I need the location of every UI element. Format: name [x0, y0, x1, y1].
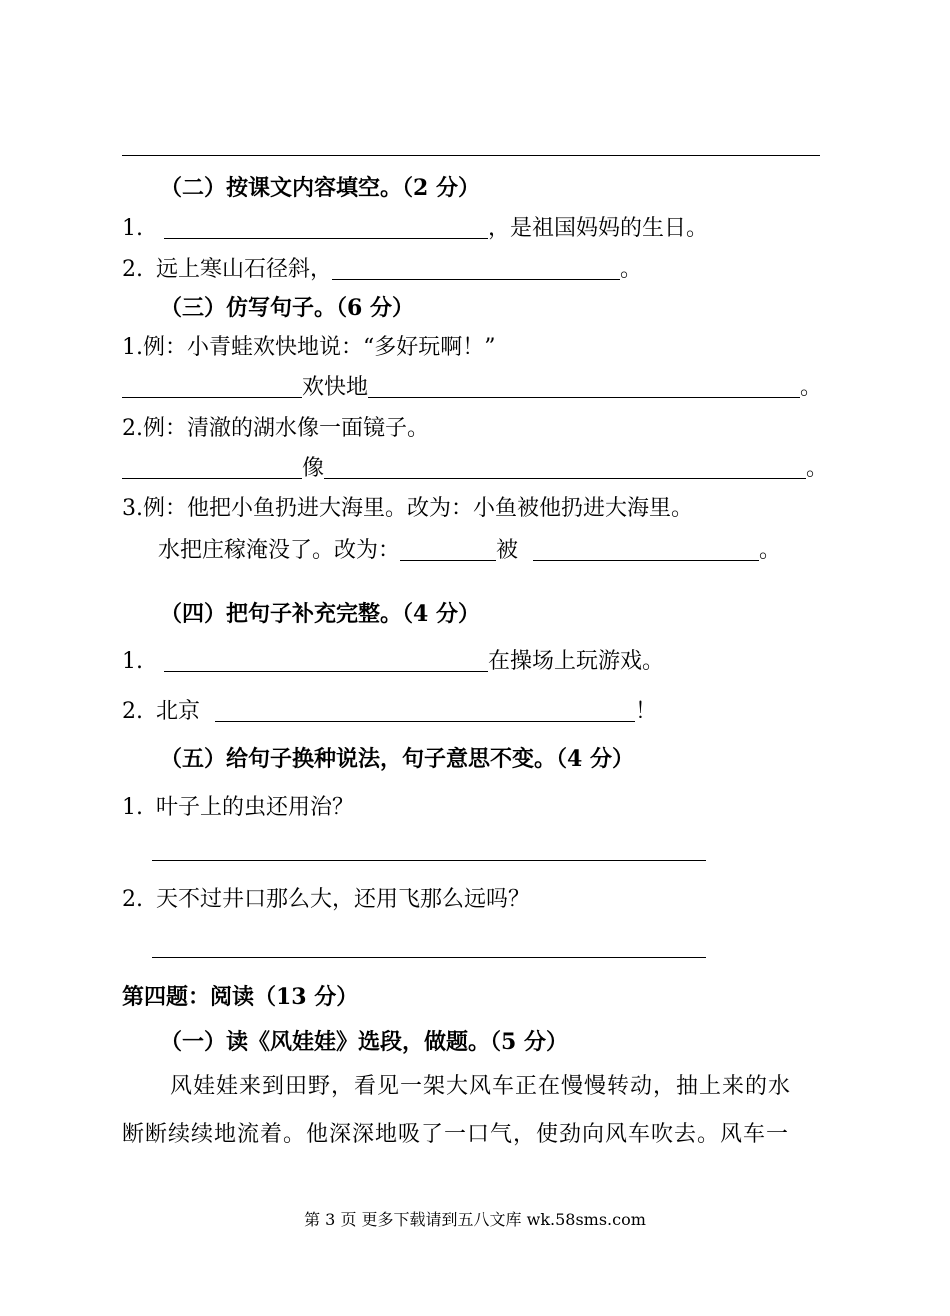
- question-tail: 。: [620, 257, 643, 282]
- sec3-answer-1: [122, 373, 822, 403]
- question-number: 1.: [122, 795, 143, 820]
- question-number: 1.: [122, 216, 143, 241]
- question-text: 天不过井口那么大，还用飞那么远吗？: [156, 887, 531, 912]
- answer-blank[interactable]: [324, 456, 806, 479]
- passage-line-2: 断断续续地流着。他深深地吸了一口气，使劲向风车吹去。风车一: [122, 1122, 790, 1147]
- sec2-question-2: [122, 255, 642, 285]
- question-number: 2.: [122, 699, 143, 724]
- answer-blank[interactable]: [368, 375, 800, 398]
- answer-blank[interactable]: [122, 456, 302, 479]
- sec3-example-2: 2.例：清澈的湖水像一面镜子。: [122, 416, 429, 441]
- question-text: 水把庄稼淹没了。改为：: [158, 538, 401, 563]
- sec4-question-1: [122, 647, 664, 677]
- sec3-answer-2: [122, 454, 828, 484]
- question-number: 2.: [122, 887, 143, 912]
- question-number: 2.: [122, 257, 143, 282]
- answer-blank[interactable]: [164, 216, 488, 239]
- answer-blank[interactable]: [533, 538, 759, 561]
- sec3-answer-3: [158, 536, 781, 566]
- part-4-title: 第四题：阅读（13 分）: [122, 984, 359, 1010]
- sec2-question-1: [122, 214, 708, 244]
- sec3-example-3: 3.例：他把小鱼扔进大海里。改为：小鱼被他扔进大海里。: [122, 496, 693, 521]
- top-rule: [122, 155, 820, 156]
- question-text: 北京: [156, 699, 201, 724]
- sec4-question-2: [122, 697, 657, 727]
- section-5-title: （五）给句子换种说法，句子意思不变。（4 分）: [160, 746, 634, 772]
- sec5-question-1: [122, 793, 354, 823]
- answer-blank[interactable]: [332, 257, 620, 280]
- answer-keyword: 像: [302, 456, 325, 481]
- answer-blank[interactable]: [164, 649, 488, 672]
- sec3-example-1: 1.例：小青蛙欢快地说：“多好玩啊！”: [122, 335, 496, 360]
- section-2-title: （二）按课文内容填空。（2 分）: [160, 175, 480, 201]
- question-text: 叶子上的虫还用治？: [156, 795, 355, 820]
- answer-blank[interactable]: [400, 538, 496, 561]
- question-tail: 在操场上玩游戏。: [488, 649, 665, 674]
- question-number: 1.: [122, 649, 143, 674]
- answer-keyword: 被: [496, 538, 519, 563]
- answer-keyword: 欢快地: [302, 375, 369, 400]
- section-3-title: （三）仿写句子。（6 分）: [160, 295, 414, 321]
- question-text: 远上寒山石径斜，: [156, 257, 333, 282]
- question-tail: ，是祖国妈妈的生日。: [488, 216, 709, 241]
- question-tail: ！: [635, 699, 658, 724]
- answer-blank[interactable]: [122, 375, 302, 398]
- reading-subtitle: （一）读《风娃娃》选段，做题。（5 分）: [160, 1029, 568, 1055]
- answer-end: 。: [800, 375, 823, 400]
- answer-line[interactable]: [152, 860, 706, 861]
- answer-end: 。: [759, 538, 782, 563]
- answer-line[interactable]: [152, 957, 706, 958]
- passage-line-1: 风娃娃来到田野，看见一架大风车正在慢慢转动，抽上来的水: [170, 1074, 792, 1099]
- sec5-question-2: [122, 885, 530, 915]
- answer-end: 。: [806, 456, 829, 481]
- page-footer: 第 3 页 更多下载请到五八文库 wk.58sms.com: [304, 1210, 646, 1229]
- section-4-title: （四）把句子补充完整。（4 分）: [160, 601, 480, 627]
- answer-blank[interactable]: [215, 699, 635, 722]
